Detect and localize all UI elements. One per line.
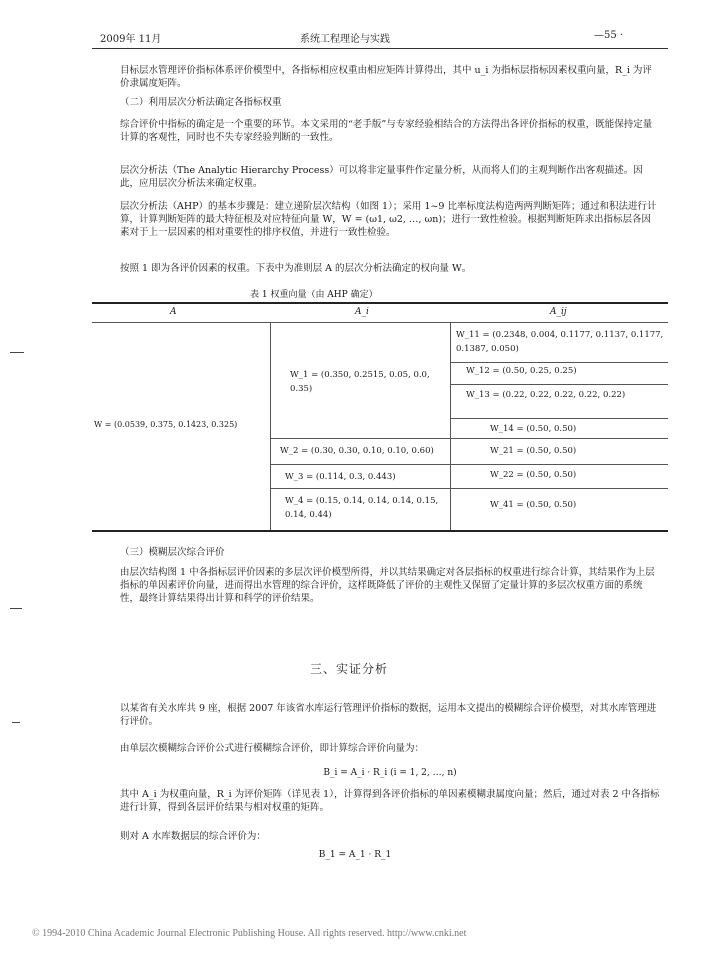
paragraph-intro: 目标层水管理评价指标体系评价模型中，各指标相应权重由相应矩阵计算得出，其中 u_i 为指标层指标因素权重向量，R_i 为评价隶属度矩阵。 bbox=[120, 65, 652, 89]
margin-mark bbox=[10, 608, 22, 609]
paragraph-ahp-steps: 层次分析法（AHP）的基本步骤是：建立递阶层次结构（如图 1）；采用 1~9 比率标度法构造两两判断矩阵；通过和积法进行计算，计算判断矩阵的最大特征根及对应特征向量 W，W = (ω1, ω2, …, ωn)；进行一致性检验。根据判断矩阵求出指标层各因素对于上一层因素的相对重要性的排序权值，并进行一致性检验。 bbox=[120, 201, 657, 238]
table-cell-W13: W_13 = (0.22, 0.22, 0.22, 0.22, 0.22) bbox=[466, 390, 626, 400]
section-heading-ahp: （二）利用层次分析法确定各指标权重 bbox=[120, 97, 282, 108]
table-cell-W21: W_21 = (0.50, 0.50) bbox=[490, 446, 577, 456]
table-vline-2 bbox=[450, 322, 451, 530]
equation-reservoir-a: B_1 = A_1 · R_1 bbox=[318, 850, 392, 860]
equation-single-level: B_i = A_i · R_i (i = 1, 2, …, n) bbox=[323, 768, 457, 778]
table-cell-W2: W_2 = (0.30, 0.30, 0.10, 0.10, 0.60) bbox=[280, 446, 434, 456]
running-header-date: 2009年 11月 bbox=[100, 34, 162, 45]
paragraph-fuzzy-method: 由层次结构图 1 中各指标层评价因素的多层次评价模型所得，并以其结果确定对各层指标的权重进行综合计算，其结果作为上层指标的单因素评价向量，进而得出水管理的综合评价，这样既降低了评价的主观性又保留了定量计算的多层次权重方面的系统性，最终计算结果得出计算和科学的评价结果。 bbox=[120, 567, 655, 604]
table-cell-W41: W_41 = (0.50, 0.50) bbox=[490, 500, 577, 510]
table-row-rule-6 bbox=[450, 418, 668, 419]
header-rule bbox=[92, 48, 668, 49]
table-cell-W22: W_22 = (0.50, 0.50) bbox=[490, 470, 577, 480]
table-header-Ai: A_i bbox=[355, 307, 369, 317]
paragraph-ahp-definition: 层次分析法（The Analytic Hierarchy Process）可以将非定量事件作定量分析，从而将人们的主观判断作出客观描述。因此，应用层次分析法来确定权重。 bbox=[120, 165, 643, 189]
paragraph-empirical-detail: 其中 A_i 为权重向量，R_i 为评价矩阵（详见表 1），计算得到各评价指标的单因素模糊隶属度向量；然后，通过对表 2 中各指标进行计算，得到各层评价结果与相对权重的矩阵。 bbox=[120, 789, 660, 813]
table-top-rule bbox=[92, 302, 668, 304]
table-cell-W12: W_12 = (0.50, 0.25, 0.25) bbox=[466, 366, 577, 376]
running-header-page: —55 · bbox=[594, 30, 624, 41]
table-bottom-rule bbox=[92, 530, 668, 532]
table-vline-1 bbox=[270, 322, 271, 530]
margin-mark bbox=[12, 722, 20, 723]
paragraph-reservoir-a: 则对 A 水库数据层的综合评价为： bbox=[120, 831, 266, 842]
table-cell-W11: W_11 = (0.2348, 0.004, 0.1177, 0.1137, 0.1177, 0.1387, 0.050) bbox=[456, 330, 664, 354]
table-cell-W14: W_14 = (0.50, 0.50) bbox=[490, 424, 577, 434]
table-header-A: A bbox=[170, 307, 177, 317]
table-row-rule-5 bbox=[450, 384, 668, 385]
running-header-journal: 系统工程理论与实践 bbox=[300, 34, 390, 45]
copyright-footer: © 1994-2010 China Academic Journal Electronic Publishing House. All rights reserved. http://www.cnki.net bbox=[32, 928, 467, 939]
table-row-rule-3 bbox=[270, 488, 668, 489]
paragraph-empirical-formula-lead: 由单层次模糊综合评价公式进行模糊综合评价，即计算综合评价向量为： bbox=[120, 743, 425, 754]
paragraph-table-lead: 按照 1 即为各评价因素的权重。下表中为准则层 A 的层次分析法确定的权向量 W。 bbox=[120, 263, 472, 274]
paragraph-empirical-data: 以某省有关水库共 9 座，根据 2007 年该省水库运行管理评价指标的数据，运用本文提出的模糊综合评价模型，对其水库管理进行评价。 bbox=[120, 703, 657, 727]
table-row-rule-4 bbox=[450, 362, 668, 363]
table-header-Aij: A_ij bbox=[550, 307, 567, 317]
table-cell-W4: W_4 = (0.15, 0.14, 0.14, 0.14, 0.15, 0.14, 0.44) bbox=[285, 496, 439, 520]
table-cell-W3: W_3 = (0.114, 0.3, 0.443) bbox=[285, 472, 396, 482]
table-caption: 表 1 权重向量（由 AHP 确定） bbox=[250, 290, 378, 300]
table-cell-W: W = (0.0539, 0.375, 0.1423, 0.325) bbox=[94, 420, 238, 429]
paragraph-weight-method: 综合评价中指标的确定是一个重要的环节。本文采用的“老手版”与专家经验相结合的方法得出各评价指标的权重，既能保持定量计算的客观性，同时也不失专家经验判断的一致性。 bbox=[120, 119, 653, 143]
section-heading-fuzzy: （三）模糊层次综合评价 bbox=[120, 547, 225, 558]
section-title-empirical: 三、实证分析 bbox=[310, 662, 389, 676]
table-header-rule bbox=[92, 322, 668, 323]
table-cell-W1: W_1 = (0.350, 0.2515, 0.05, 0.0, 0.35) bbox=[290, 370, 430, 394]
margin-mark bbox=[10, 352, 24, 353]
table-row-rule-2 bbox=[270, 464, 668, 465]
table-row-rule-1 bbox=[270, 438, 668, 439]
